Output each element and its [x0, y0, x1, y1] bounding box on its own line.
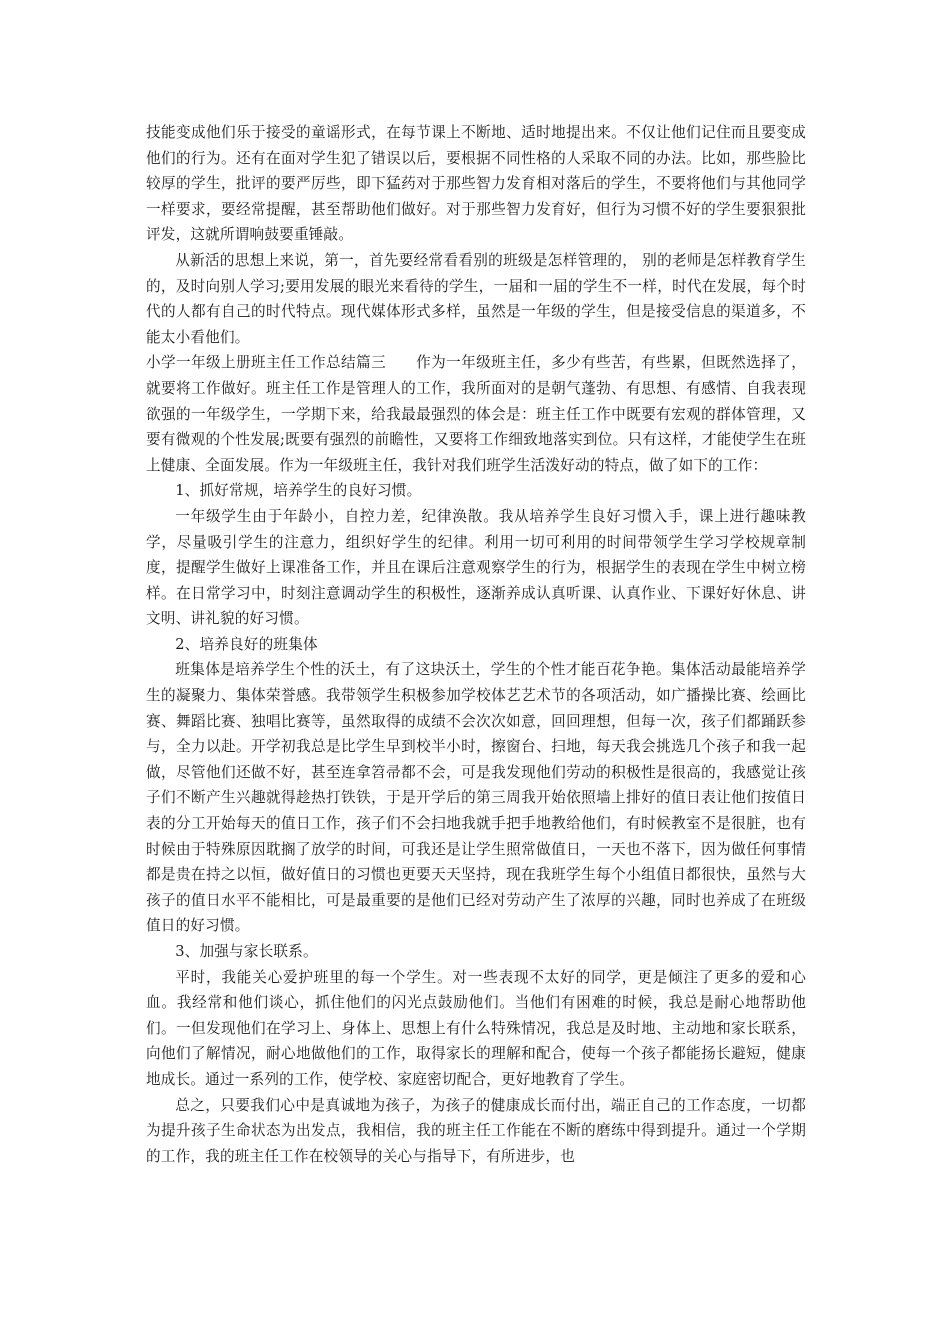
heading-class-collective: 2、培养良好的班集体: [175, 635, 318, 653]
paragraph-section-three-intro: 小学一年级上册班主任工作总结篇三 作为一年级班主任，多少有些苦，有些累，但既然选择了，就要将工作做好。班主任工作是管理人的工作，我所面对的是朝气蓬勃、有思想、有感情、自我表现欲强的一年级学生，一学期下来，给我最最强烈的体会是：班主任工作中既要有宏观的群体管理，又要有微观的个性发展;既要有强烈的前瞻性，又要将工作细致地落实到位。只有这样，才能使学生在班上健康、全面发展。作为一年级班主任，我针对我们班学生活泼好动的特点，做了如下的工作：: [146, 354, 806, 474]
heading-habits: 1、抓好常规，培养学生的良好习惯。: [175, 482, 422, 500]
paragraph-parent-contact: 平时，我能关心爱护班里的每一个学生。对一些表现不太好的同学，更是倾注了更多的爱和心血。我经常和他们谈心，抓住他们的闪光点鼓励他们。当他们有困难的时候，我总是耐心地帮助他们。一但发现他们在学习上、身体上、思想上有什么特殊情况，我总是及时地、主动地和家长联系，向他们了解情况，耐心地做他们的工作，取得家长的理解和配合，使每一个孩子都能扬长避短，健康地成长。通过一系列的工作，使学校、家庭密切配合，更好地教育了学生。: [146, 968, 806, 1088]
document-page: [146, 120, 806, 1169]
paragraph-summary: 总之，只要我们心中是真诚地为孩子，为孩子的健康成长而付出，端正自己的工作态度，一切都为提升孩子生命状态为出发点，我相信，我的班主任工作能在不断的磨练中得到提升。通过一个学期的工作，我的班主任工作在校领导的关心与指导下，有所进步，也: [146, 1096, 806, 1165]
heading-parent-contact: 3、加强与家长联系。: [175, 943, 318, 960]
paragraph-new-thinking: 从新活的思想上来说，第一，首先要经常看看别的班级是怎样管理的， 别的老师是怎样教育学生的，及时向别人学习;要用发展的眼光来看待的学生，一届和一届的学生不一样，时代在发展，每个时代的人都有自己的时代特点。现代媒体形式多样，虽然是一年级的学生，但是接受信息的渠道多，不能太小看他们。: [146, 251, 806, 346]
paragraph-continuation: 技能变成他们乐于接受的童谣形式，在每节课上不断地、适时地提出来。不仅让他们记住而且要变成他们的行为。还有在面对学生犯了错误以后，要根据不同性格的人采取不同的办法。比如，那些脸比较厚的学生，批评的要严厉些，即下猛药对于那些智力发育相对落后的学生，不要将他们与其他同学一样要求，要经常提醒，甚至帮助他们做好。对于那些智力发育好，但行为习惯不好的学生要狠狠批评发，这就所谓响鼓要重锤敲。: [146, 124, 806, 244]
paragraph-habits: 一年级学生由于年龄小，自控力差，纪律涣散。我从培养学生良好习惯入手，课上进行趣味教学，尽量吸引学生的注意力，组织好学生的纪律。利用一切可利用的时间带领学生学习学校规章制度，提醒学生做好上课准备工作，并且在课后注意观察学生的行为，根据学生的表现在学生中树立榜样。在日常学习中，时刻注意调动学生的积极性，逐渐养成认真听课、认真作业、下课好好休息、讲文明、讲礼貌的好习惯。: [146, 507, 806, 628]
paragraph-class-collective: 班集体是培养学生个性的沃土，有了这块沃土，学生的个性才能百花争艳。集体活动最能培养学生的凝聚力、集体荣誉感。我带领学生积极参加学校体艺艺术节的各项活动，如广播操比赛、绘画比赛、舞蹈比赛、独唱比赛等，虽然取得的成绩不会次次如意，回回理想，但每一次，孩子们都踊跃参与，全力以赴。开学初我总是比学生早到校半小时，擦窗台、扫地，每天我会挑选几个孩子和我一起做，尽管他们还做不好，甚至连拿笤帚都不会，可是我发现他们劳动的积极性是很高的，我感觉让孩子们不断产生兴趣就得趁热打铁铁，于是开学后的第三周我开始依照墙上排好的值日表让他们按值日表的分工开始每天的值日工作，孩子们不会扫地我就手把手地教给他们，有时候教室不是很脏，也有时候由于特殊原因耽搁了放学的时间，可我还是让学生照常做值日，一天也不落下，因为做任何事情都是贵在持之以恒，做好值日的习惯也更要天天坚持，现在我班学生每个小组值日都很快，虽然与大孩子的值日水平不能相比，可是最重要的是他们已经对劳动产生了浓厚的兴趣，同时也养成了在班级值日的好习惯。: [146, 661, 806, 935]
